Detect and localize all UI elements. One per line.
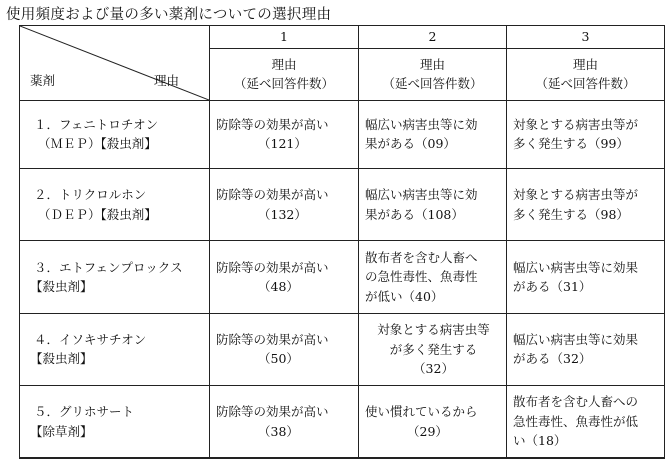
drug-cell [20,313,210,385]
corner-label-drug: 薬剤 [30,72,56,88]
reason-count: （48） [258,279,299,294]
column-header-1 [210,48,359,100]
column-number-1: 1 [210,26,359,49]
drug-name: ５．グリホサート [34,404,135,420]
page-title: 使用頻度および量の多い薬剤についての選択理由 [6,7,332,23]
reason-text: 防除等の効果が高い [216,259,329,275]
drug-cell [20,386,210,458]
reason-cell-2 [359,386,507,458]
drug-name: ３．エトフェンプロックス [34,259,183,275]
column-header-1-line1: 理由 [271,56,297,72]
reason-text: 果がある（09） [365,136,456,152]
reason-count: （32） [413,361,454,377]
reason-text: 急性毒性、魚毒性が低 [513,413,639,429]
drug-category: 【殺虫剤】 [30,351,93,367]
drug-category: （ＤＥＰ）【殺虫剤】 [38,206,157,222]
reason-cell-1 [210,386,359,458]
drug-category: 【除草剤】 [30,423,93,439]
reason-cell-2 [359,313,507,385]
table-row [20,241,665,313]
reason-text: 防除等の効果が高い [216,332,329,347]
reason-text: 対象とする病害虫等が [513,117,639,133]
table-row [20,386,665,458]
table-row [20,168,665,240]
reason-text: 幅広い病害虫等に効果 [513,259,639,275]
reason-cell-3 [507,101,665,169]
reason-cell-2 [359,241,507,313]
reason-count: （50） [258,351,299,367]
reason-text: 多く発生する（99） [513,136,629,152]
reason-table [19,25,665,459]
reason-cell-1 [210,241,359,313]
reason-cell-3 [507,241,665,313]
drug-name: ４．イソキサチオン [34,332,147,347]
reason-text: 散布者を含む人畜へ [365,249,478,265]
reason-text: 防除等の効果が高い [216,187,329,203]
corner-label-reason: 理由 [153,72,179,88]
drug-category: （ＭＥＰ）【殺虫剤】 [38,136,157,152]
column-header-1-line2: （延べ回答件数） [233,76,334,92]
column-header-2-line1: 理由 [419,56,445,72]
drug-name: ２．トリクロルホン [34,187,147,203]
reason-text: 防除等の効果が高い [216,117,329,133]
reason-text: 使い慣れているから [365,404,478,420]
column-header-3-line2: （延べ回答件数） [535,76,636,92]
reason-cell-2 [359,101,507,169]
reason-cell-2 [359,168,507,240]
reason-text: 幅広い病害虫等に効 [365,117,478,133]
reason-text: がある（32） [513,351,592,367]
corner-header-cell [20,26,210,101]
drug-cell [20,168,210,240]
reason-text: 多く発生する（98） [513,206,629,222]
reason-text: の急性毒性、魚毒性 [365,269,478,285]
column-header-3 [507,48,665,100]
column-header-2 [359,48,507,100]
drug-cell [20,101,210,169]
column-number-3: 3 [507,26,665,49]
reason-text: 防除等の効果が高い [216,404,329,420]
reason-count: （132） [258,206,307,222]
reason-text: がある（31） [513,279,592,294]
reason-cell-1 [210,168,359,240]
table-row [20,101,665,169]
reason-cell-3 [507,168,665,240]
reason-cell-1 [210,101,359,169]
reason-text: 幅広い病害虫等に効 [365,187,478,203]
drug-cell [20,241,210,313]
reason-text: 散布者を含む人畜への [513,394,639,410]
reason-text: が多く発生する [389,341,478,357]
column-header-3-line1: 理由 [572,56,598,72]
reason-count: （121） [258,136,307,152]
table-row [20,313,665,385]
reason-text: 対象とする病害虫等 [377,322,490,338]
drug-name: １．フェニトロチオン [34,117,159,133]
reason-cell-3 [507,386,665,458]
reason-cell-3 [507,313,665,385]
reason-cell-1 [210,313,359,385]
column-number-2: 2 [359,26,507,49]
drug-category: 【殺虫剤】 [30,279,93,294]
reason-text: い（18） [513,433,567,449]
reason-count: （38） [258,423,299,439]
reason-text: 果がある（108） [365,206,464,222]
reason-text: 幅広い病害虫等に効果 [513,332,639,347]
reason-text: 対象とする病害虫等が [513,187,639,203]
reason-text: が低い（40） [365,288,444,304]
reason-count: （29） [407,423,448,439]
column-header-2-line2: （延べ回答件数） [382,76,483,92]
